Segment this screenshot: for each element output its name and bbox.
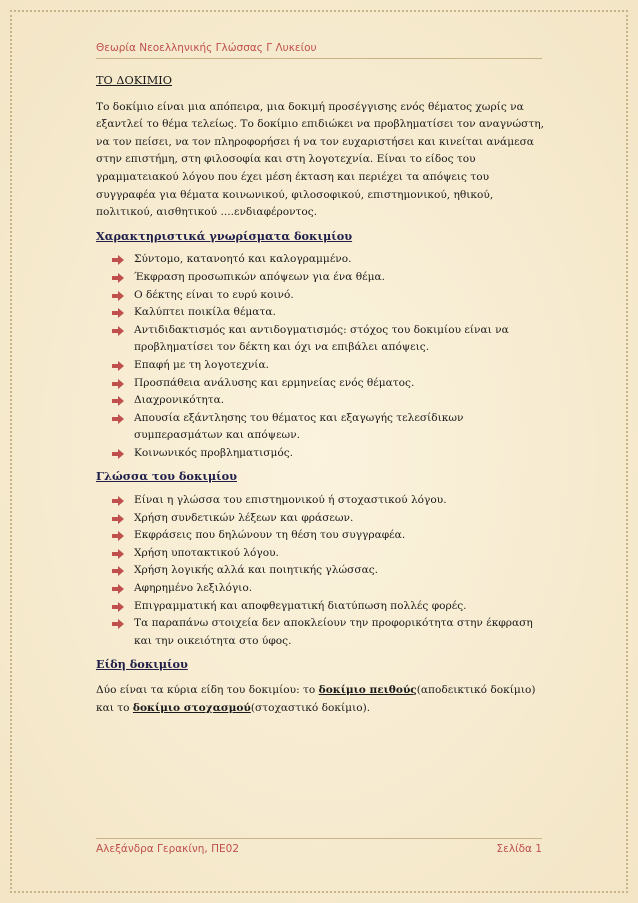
list-item-text: Απουσία εξάντλησης του θέματος και εξαγωγής τελεσίδικων συμπερασμάτων και απόψεων. <box>134 411 464 442</box>
characteristics-list <box>96 251 546 462</box>
right-arrow-icon <box>112 566 124 576</box>
list-item-text: Έκφραση προσωπικών απόψεων για ένα θέμα. <box>134 270 385 283</box>
right-arrow-icon <box>112 291 124 301</box>
footer-page-number: Σελίδα 1 <box>496 843 542 855</box>
decorative-border-top <box>10 10 628 12</box>
list-item <box>96 615 546 650</box>
list-item-text: Χρήση συνδετικών λέξεων και φράσεων. <box>134 511 354 524</box>
right-arrow-icon <box>112 549 124 559</box>
list-item <box>96 287 546 305</box>
list-item-text: Αντιδιδακτισμός και αντιδογματισμός: στόχος του δοκιμίου είναι να προβληματίσει τον δέκτη και όχι να επιβάλει απόψεις. <box>134 323 509 354</box>
right-arrow-icon <box>112 414 124 424</box>
list-item-text: Χρήση υποτακτικού λόγου. <box>134 546 279 559</box>
right-arrow-icon <box>112 514 124 524</box>
list-item-text: Προσπάθεια ανάλυσης και ερμηνείας ενός θέματος. <box>134 376 415 389</box>
list-item <box>96 251 546 269</box>
list-item <box>96 410 546 445</box>
decorative-border-right <box>626 10 628 893</box>
list-item <box>96 562 546 580</box>
right-arrow-icon <box>112 308 124 318</box>
list-item-text: Επιγραμματική και αποφθεγματική διατύπωση πολλές φορές. <box>134 599 467 612</box>
section-heading-language: Γλώσσα του δοκιμίου <box>96 469 238 484</box>
list-item <box>96 545 546 563</box>
right-arrow-icon <box>112 449 124 459</box>
term-reflective-essay: δοκίμιο στοχασμού <box>132 701 251 714</box>
page-header: Θεωρία Νεοελληνικής Γλώσσας Γ Λυκείου <box>96 42 317 54</box>
list-item-text: Αφηρημένο λεξιλόγιο. <box>134 582 253 595</box>
page-footer <box>96 843 542 855</box>
right-arrow-icon <box>112 379 124 389</box>
list-item <box>96 304 546 322</box>
list-item <box>96 492 546 510</box>
right-arrow-icon <box>112 255 124 265</box>
footer-divider <box>96 838 542 839</box>
list-item <box>96 527 546 545</box>
list-item-text: Κοινωνικός προβληματισμός. <box>134 446 294 459</box>
header-divider <box>96 58 542 59</box>
footer-author: Αλεξάνδρα Γερακίνη, ΠΕ02 <box>96 843 240 855</box>
list-item <box>96 357 546 375</box>
list-item-text: Χρήση λογικής αλλά και ποιητικής γλώσσας. <box>134 564 379 577</box>
types-text-b: (αποδεικτικό δοκίμιο) και το <box>96 684 536 714</box>
right-arrow-icon <box>112 396 124 406</box>
document-body <box>96 72 546 717</box>
list-item-text: Τα παραπάνω στοιχεία δεν αποκλείουν την προφορικότητα στην έκφραση και την οικειότητα στο ύφος. <box>134 617 533 647</box>
right-arrow-icon <box>112 584 124 594</box>
list-item-text: Εκφράσεις που δηλώνουν τη θέση του συγγραφέα. <box>134 529 406 542</box>
list-item-text: Είναι η γλώσσα του επιστημονικού ή στοχαστικού λόγου. <box>134 494 447 507</box>
right-arrow-icon <box>112 531 124 541</box>
list-item <box>96 269 546 287</box>
types-text-c: (στοχαστικό δοκίμιο). <box>250 701 371 714</box>
list-item <box>96 322 546 357</box>
right-arrow-icon <box>112 326 124 336</box>
section-heading-characteristics: Χαρακτηριστικά γνωρίσματα δοκιμίου <box>96 228 353 243</box>
right-arrow-icon <box>112 273 124 283</box>
document-title: ΤΟ ΔΟΚΙΜΙΟ <box>96 74 173 87</box>
list-item <box>96 598 546 616</box>
section-heading-types: Είδη δοκιμίου <box>96 657 188 672</box>
list-item <box>96 392 546 410</box>
list-item-text: Επαφή με τη λογοτεχνία. <box>134 358 269 371</box>
list-item <box>96 510 546 528</box>
decorative-border-bottom <box>10 891 628 893</box>
types-text-a: Δύο είναι τα κύρια είδη του δοκιμίου: το <box>96 684 319 696</box>
list-item <box>96 445 546 463</box>
right-arrow-icon <box>112 619 124 629</box>
list-item <box>96 375 546 393</box>
decorative-border-left <box>10 10 12 893</box>
list-item-text: Διαχρονικότητα. <box>134 394 225 407</box>
list-item <box>96 580 546 598</box>
list-item-text: Ο δέκτης είναι το ευρύ κοινό. <box>134 288 294 301</box>
right-arrow-icon <box>112 361 124 371</box>
term-persuasion-essay: δοκίμιο πειθούς <box>318 684 417 696</box>
language-list <box>96 492 546 650</box>
list-item-text: Καλύπτει ποικίλα θέματα. <box>134 306 276 319</box>
intro-paragraph: Το δοκίμιο είναι μια απόπειρα, μια δοκιμή προσέγγισης ενός θέματος χωρίς να εξαντλεί το θέμα τελείως. Το δοκίμιο επιδιώκει να προβληματίσει τον αναγνώστη, να τον πείσει, να τον πληροφορήσει ή να τον ευχαριστήσει και κινείται ανάμεσα στην επιστήμη, στη φιλοσοφία και στη λογοτεχνία. Είναι το είδος του γραμματειακού λόγου που έχει μέση έκταση και περιέχει τα απόψεις του συγγραφέα για θέματα κοινωνικού, φιλοσοφικού, επιστημονικού, ηθικού, πολιτικού, αισθητικού ....ενδιαφέροντος. <box>96 100 544 219</box>
list-item-text: Σύντομο, κατανοητό και καλογραμμένο. <box>134 253 352 266</box>
right-arrow-icon <box>112 496 124 506</box>
types-paragraph <box>96 682 546 717</box>
right-arrow-icon <box>112 602 124 612</box>
